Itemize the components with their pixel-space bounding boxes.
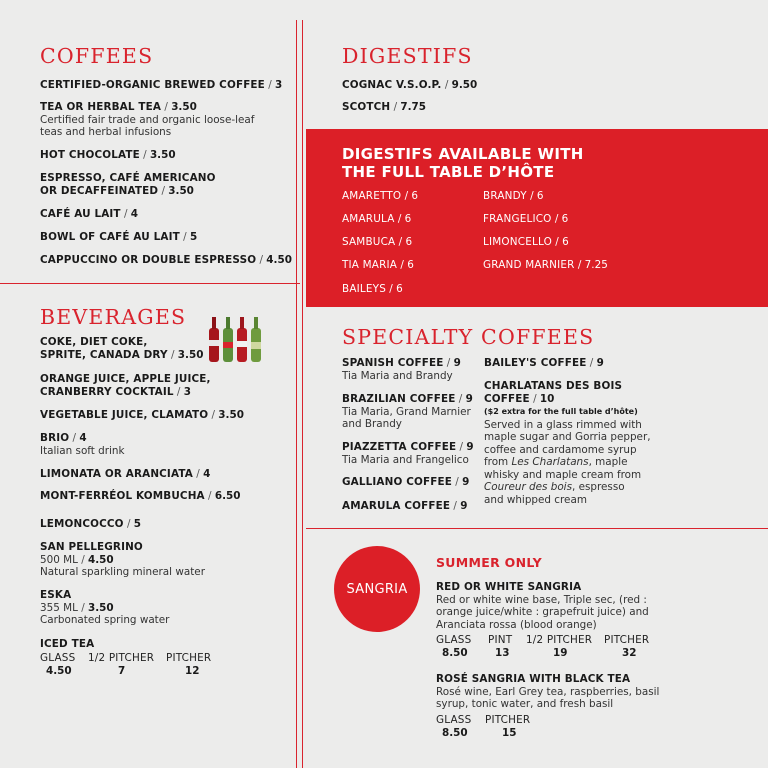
list-item: GRAND MARNIER / 7.25 bbox=[483, 259, 608, 271]
menu-item: ESKA 355 ML / 3.50 Carbonated spring water bbox=[40, 589, 170, 626]
menu-item: GALLIANO COFFEE / 9 bbox=[342, 476, 470, 488]
menu-item: BOWL OF CAFÉ AU LAIT / 5 bbox=[40, 231, 198, 243]
list-item: SAMBUCA / 6 bbox=[342, 236, 413, 248]
menu-item: ICED TEA bbox=[40, 638, 95, 650]
divider-specialty-sangria bbox=[306, 528, 768, 529]
price-value: 13 bbox=[495, 647, 510, 659]
specialty-coffees-title: SPECIALTY COFFEES bbox=[342, 325, 595, 349]
menu-item: BRIO / 4 Italian soft drink bbox=[40, 432, 125, 457]
menu-item: CHARLATANS DES BOIS COFFEE / 10 ($2 extra for the full table d’hôte) Served in a glass rimmed with maple sugar and Gorria pepper, coffee and cardamome syrup from Les Charlatans, maple whisky and maple cream from Coureur des bois, espresso and whipped cream bbox=[484, 380, 651, 506]
price-header: 1/2 PITCHER bbox=[526, 634, 593, 646]
menu-item: COGNAC V.S.O.P. / 9.50 bbox=[342, 79, 478, 91]
menu-item: PIAZZETTA COFFEE / 9 Tia Maria and Frangelico bbox=[342, 441, 474, 466]
list-item: BRANDY / 6 bbox=[483, 190, 544, 202]
menu-item: BAILEY'S COFFEE / 9 bbox=[484, 357, 604, 369]
sangria-badge: SANGRIA bbox=[334, 546, 420, 632]
price-header: 1/2 PITCHER bbox=[88, 652, 155, 664]
soda-bottles-icon bbox=[206, 314, 266, 364]
price-header: GLASS bbox=[436, 634, 472, 646]
price-header: GLASS bbox=[436, 714, 472, 726]
list-item: FRANGELICO / 6 bbox=[483, 213, 569, 225]
menu-item: RED OR WHITE SANGRIA Red or white wine base, Triple sec, (red : orange juice/white : grapefruit juice) and Aranciata rossa (blood orange) bbox=[436, 581, 649, 631]
beverages-title: BEVERAGES bbox=[40, 305, 187, 329]
coffees-title: COFFEES bbox=[40, 44, 154, 68]
divider-coffees-beverages bbox=[0, 283, 300, 284]
list-item: TIA MARIA / 6 bbox=[342, 259, 414, 271]
price-header: PITCHER bbox=[604, 634, 650, 646]
price-value: 12 bbox=[185, 665, 200, 677]
table-dhote-panel bbox=[306, 129, 768, 307]
menu-item: ESPRESSO, CAFÉ AMERICANO OR DECAFFEINATED / 3.50 bbox=[40, 172, 216, 197]
menu-item: ORANGE JUICE, APPLE JUICE, CRANBERRY COCKTAIL / 3 bbox=[40, 373, 211, 398]
price-value: 8.50 bbox=[442, 727, 468, 739]
digestifs-title: DIGESTIFS bbox=[342, 44, 473, 68]
summer-only-label: SUMMER ONLY bbox=[436, 555, 543, 570]
menu-item: LEMONCOCCO / 5 bbox=[40, 518, 141, 530]
menu-item: CAFÉ AU LAIT / 4 bbox=[40, 208, 139, 220]
menu-item: AMARULA COFFEE / 9 bbox=[342, 500, 468, 512]
price-value: 19 bbox=[553, 647, 568, 659]
price-header: PINT bbox=[488, 634, 513, 646]
price-value: 4.50 bbox=[46, 665, 72, 677]
price-value: 32 bbox=[622, 647, 637, 659]
table-dhote-title: DIGESTIFS AVAILABLE WITH THE FULL TABLE D’HÔTE bbox=[342, 145, 584, 181]
price-value: 15 bbox=[502, 727, 517, 739]
price-value: 7 bbox=[118, 665, 126, 677]
list-item: AMARULA / 6 bbox=[342, 213, 412, 225]
menu-item: VEGETABLE JUICE, CLAMATO / 3.50 bbox=[40, 409, 244, 421]
list-item: BAILEYS / 6 bbox=[342, 283, 403, 295]
price-header: GLASS bbox=[40, 652, 76, 664]
list-item: AMARETTO / 6 bbox=[342, 190, 418, 202]
menu-item: HOT CHOCOLATE / 3.50 bbox=[40, 149, 176, 161]
menu-item: BRAZILIAN COFFEE / 9 Tia Maria, Grand Marnier and Brandy bbox=[342, 393, 473, 430]
price-header: PITCHER bbox=[485, 714, 531, 726]
menu-item: COKE, DIET COKE, SPRITE, CANADA DRY / 3.50 bbox=[40, 336, 204, 361]
menu-item: MONT-FERRÉOL KOMBUCHA / 6.50 bbox=[40, 490, 241, 502]
menu-item: TEA OR HERBAL TEA / 3.50 Certified fair trade and organic loose-leaf teas and herbal infusions bbox=[40, 101, 255, 138]
divider-vertical-left bbox=[296, 20, 297, 768]
menu-item: LIMONATA OR ARANCIATA / 4 bbox=[40, 468, 211, 480]
menu-item: CERTIFIED-ORGANIC BREWED COFFEE / 3 bbox=[40, 79, 283, 91]
list-item: LIMONCELLO / 6 bbox=[483, 236, 569, 248]
menu-item: SCOTCH / 7.75 bbox=[342, 101, 427, 113]
menu-item: SAN PELLEGRINO 500 ML / 4.50 Natural sparkling mineral water bbox=[40, 541, 205, 578]
price-value: 8.50 bbox=[442, 647, 468, 659]
menu-item: SPANISH COFFEE / 9 Tia Maria and Brandy bbox=[342, 357, 461, 382]
divider-vertical-right bbox=[302, 20, 303, 768]
price-header: PITCHER bbox=[166, 652, 212, 664]
menu-item: CAPPUCCINO OR DOUBLE ESPRESSO / 4.50 bbox=[40, 254, 292, 266]
menu-item: ROSÉ SANGRIA WITH BLACK TEA Rosé wine, Earl Grey tea, raspberries, basil syrup, tonic water, and fresh basil bbox=[436, 673, 660, 710]
